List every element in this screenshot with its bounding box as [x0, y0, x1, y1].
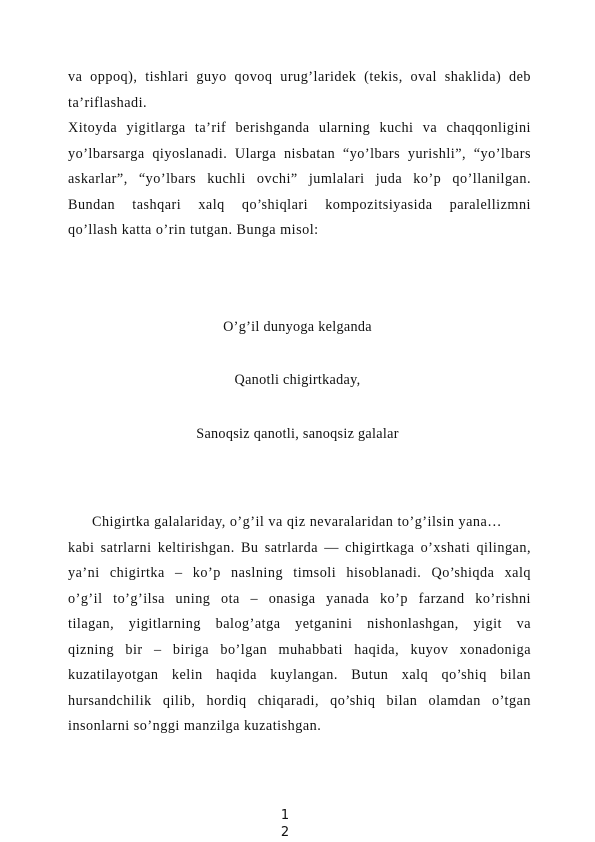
text-line: Bundan tashqari xalq qo’shiqlari kompozitsiyasida paralellizmni: [68, 196, 531, 213]
text-line: kabi satrlarni keltirishgan. Bu satrlarda — chigirtkaga o’xshati qilingan,: [68, 539, 531, 556]
text-line: qo’llash katta o’rin tutgan. Bunga misol:: [68, 222, 319, 238]
text-line: tilagan, yigitlarning balog’atga yetganini nishonlashgan, yigit va: [68, 616, 531, 632]
page-number-digit: 1: [280, 808, 290, 823]
text-line: kuzatilayotgan kelin haqida kuylangan. Butun xalq qo’shiq bilan: [68, 667, 531, 683]
verse-line-3: Sanoqsiz qanotli, sanoqsiz galalar: [196, 426, 399, 442]
paragraph-3: [68, 510, 531, 740]
paragraph-1: [68, 65, 531, 116]
text-line: Xitoyda yigitlarga ta’rif berishganda ularning kuchi va chaqqonligini: [68, 120, 531, 136]
text-line: ta’riflashadi.: [68, 94, 148, 111]
text-line: askarlar”, “yo’lbars kuchli ovchi” jumlalari juda ko’p qo’llanilgan.: [68, 171, 531, 187]
text-line: yo’lbarsarga qiyoslanadi. Ularga nisbatan “yo’lbars yurishli”, “yo’lbars: [68, 145, 531, 162]
verse-line-2: Qanotli chigirtkaday,: [234, 372, 361, 388]
text-line: o’g’il to’g’ilsa uning ota – onasiga yanada ko’p farzand ko’rishni: [68, 590, 531, 607]
paragraph-2: [68, 116, 531, 244]
verse-line-1: O’g’il dunyoga kelganda: [223, 319, 372, 335]
text-line: Chigirtka galalariday, o’g’il va qiz nevaralaridan to’g’ilsin yana…: [92, 514, 502, 530]
page-number: [278, 807, 292, 841]
text-line: insonlarni so’nggi manzilga kuzatishgan.: [68, 718, 322, 734]
page-number-digit: 2: [280, 825, 290, 840]
text-line: hursandchilik qilib, hordiq chiqaradi, qo’shiq bilan olamdan o’tgan: [68, 692, 531, 709]
text-line: va oppoq), tishlari guyo qovoq urug’laridek (tekis, oval shaklida) deb: [68, 69, 531, 85]
text-line: qizning bir – biriga bo’lgan muhabbati haqida, kuyov xonadoniga: [68, 641, 531, 658]
text-line: ya’ni chigirtka – ko’p naslning timsoli hisoblanadi. Qo’shiqda xalq: [68, 565, 531, 581]
